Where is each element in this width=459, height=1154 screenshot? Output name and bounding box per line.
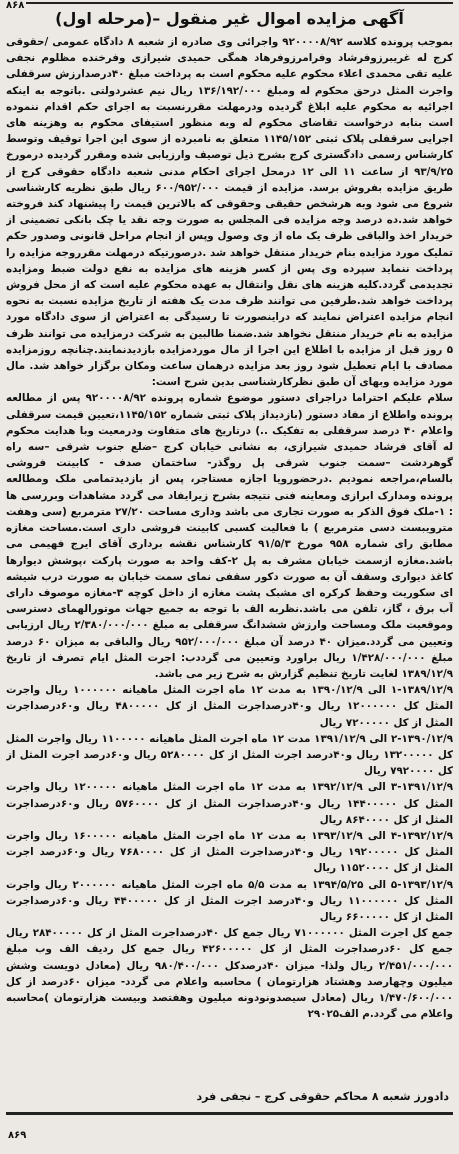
notice-closing: جمع کل اجرت المثل ۷۱۰۰۰۰۰۰ ریال جمع کل ۴۰درصداجرت المثل از کل ۲۸۴۰۰۰۰۰ ریال جمع کل ۶۰درصداجرت المثل از کل ۴۲۶۰۰۰۰۰ ریال جمع کل ردیف الف وب مبلغ ۲/۴۵۱/۰۰۰/۰۰۰ ریال ولذا- میزان ۴۰درصدکل ۹۸۰/۴۰۰/۰۰۰ ریال (معادل دویست وشش میلیون وچهارصد وهشتاد هزارتومان ) محاسبه واعلام می گردد- میزان ۶۰درصد از کل ۱/۴۷۰/۶۰۰/۰۰۰ ریال (معادل سیصدونودونه میلیون وهفتصد وبیست هزارتومان )محاسبه واعلام می گردد.م الف۲۹۰۲۵ [6, 927, 453, 1021]
rent-item: ۱-۱۳۸۹/۱۲/۹ الی ۱۳۹۰/۱۲/۹ به مدت ۱۲ ماه اجرت المثل ماهیانه ۱۰۰۰۰۰۰ ریال واجرت المثل کل ۱۲۰۰۰۰۰۰ ریال و۴۰درصداجرت المثل از کل ۴۸۰۰۰۰۰ ریال و۶۰درصداجرت المثل از کل ۷۲۰۰۰۰۰ ریال [6, 684, 453, 729]
top-rule [26, 2, 453, 4]
bottom-rule [6, 1112, 453, 1115]
notice-paragraph-expert-report: سلام علیکم احتراما دراجرای دستور موضوع شماره پرونده ۹۲۰۰۰۰۸/۹۲ پس از مطالعه پرونده واطلاع از مفاد دستور (بازدیداز پلاک ثبتی شماره ۱۱۴۵/۱۵۲،تعیین قیمت سرقفلی واعلام ۴۰ درصد سرقفلی به تفکیک ..) درتاریخ های متفاوت ودرمعیت وبا هدایت محکوم له آقای فرشاد حمیدی شیرازی، به نشانی خیابان کرج –ضلع جنوب شرقی –سه راه گوهردشت –سمت جنوب شرقی پل روگذر- ساختمان صدف - کابینت فروشی بالسام،مراجعه نمودیم .درحضورویا اجازه مستاجر، پس از بازدیدتمامی ملک ومطالعه پرونده ومدارک ابرازی ومعاینه فنی نتیجه بشرح زیرایفاد می گردد مشاهدات وبررسی ها : ۱-ملک فوق الذکر به صورت تجاری می باشد وداری مساحت ۲۷/۲۰ مترمربع (سی وهفت مترویبست دسی مترمربع ) با فعالیت کسبی کابینت فروشی داری است.مساحت مغازه مطابق رای شماره ۹۵۸ مورخ ۹۱/۵/۳ کارشناس نقشه برداری آقای ایرج فهیمی می باشد.مغازه ازسمت خیابان مشرف به پل ۲-کف واحد به صورت پارکت ،پوشش دیوارها کاغذ دیواری وسقف آن به صورت دکور سقفی نمای سمت خیابان به صورت درب شیشه ای سکوریت وحفظ کرکره ای مشبک پشت مغازه از داخل کوچه ۳-مغازه موصوف دارای آب برق ، گاز، تلفن می باشد.نظربه الف با توجه به جمیع جهات موتورالهمای دسترسی وموقعیت ملک ومساحت وارزش ششدانگ سرقفلی به مبلغ ۲/۳۸۰/۰۰۰/۰۰۰ ریال ارزیابی وتعیین می گردد.میزان ۴۰ درصد آن مبلغ ۹۵۲/۰۰۰/۰۰۰ ریال والباقی به میزان ۶۰ درصد مبلغ ۱/۴۲۸/۰۰۰/۰۰۰ ریال براورد وتعیین می گرددب: اجرت المثل ایام تصرف از تاریخ ۱۳۸۹/۱۲/۹ لغایت تاریخ تنظیم گزارش به شرح زیر می باشد. [6, 392, 453, 680]
notice-body [6, 34, 453, 1086]
clipping-top-number: ۸۶۸ [6, 0, 25, 11]
clipping-bottom-number: ۸۶۹ [8, 1130, 27, 1141]
rent-item: ۲-۱۳۹۰/۱۲/۹ الی ۱۳۹۱/۱۲/۹ مدت ۱۲ ماه اجرت المثل ماهیانه ۱۱۰۰۰۰۰ ریال واجرت المثل کل ۱۳۲۰۰۰۰۰ ریال و۴۰درصد اجرت المثل از کل ۵۲۸۰۰۰۰ ریال و۶۰درصد اجرت المثل از کل ۷۹۲۰۰۰۰ ریال [6, 732, 453, 778]
rent-item: ۵-۱۳۹۳/۱۲/۹ الی ۱۳۹۴/۵/۲۵ به مدت ۵/۵ ماه اجرت المثل ماهیانه ۲۰۰۰۰۰۰ ریال واجرت المثل کل ۱۱۰۰۰۰۰۰ ریال و۴۰درصد اجرت المثل از کل ۴۴۰۰۰۰۰ ریال و۶۰درصداجرت المثل از کل ۶۶۰۰۰۰۰ ریال [6, 878, 453, 923]
notice-title: آگهی مزایده اموال غیر منقول –(مرحله اول) [55, 9, 404, 28]
notice-paragraph-auction-terms: بموجب پرونده کلاسه ۹۲۰۰۰۰۸/۹۲ واجرائی وی صادره از شعبه ۸ دادگاه عمومی /حقوقی کرج له غریبرزوفرشاد وفرامرزوفرهاد همگی حمیدی شیرازی وفرخنده مظلوم نجفی علیه تقی محمدی اعلاء محکوم علیه محکوم است به پرداخت مبلغ ۴۰درصدارزش سرقفلی واجرت المثل درحق محکوم له ومبلغ ۱۳۶/۱۹۲/۰۰۰ ریال نیم عشردولتی .باتوجه به اینکه اجرائیه به محکوم علیه ابلاغ گردیده ودرمهلت مقررنسبت به اجرای حکم اقدام ننموده است بنابه درخواست تقاضای محکوم له وبه منظور استیفای محکوم به وهزینه های اجرایی سرقفلی پلاک ثبتی ۱۱۴۵/۱۵۲ متعلق به نامبرده از سوی این اجرا توقیف وتوسط کارشناس رسمی دادگستری کرج بشرح ذیل توصیف وارزیابی شده ومقرر گردیده درمورخ ۹۳/۹/۲۵ از ساعت ۱۱ الی ۱۲ درمحل اجرای احکام مدنی شعبه دادگاه حقوقی کرج از طریق مزایده بفروش برسد. مزایده از قیمت ۶۰۰/۹۵۲/۰۰۰ ریال طبق نظریه کارشناسی شروع می شود وبه هرشخص حقیقی وحقوقی که بالاترین قیمت را پیشنهاد کند فروخته خواهد شد.ده درصد وجه مزایده فی المجلس به صورت وجه نقد یا چک بانکی تضمینی از خریدار اخذ والباقی ظرف یک ماه از وی وصول وپس از انجام مراحل قانونی وصدور حکم تملیک مورد مزایده بنام خریدار منتقل خواهد شد .درصورتیکه درمهلت مقرروجه مزایده را پرداخت ننماید سپرده وی پس از کسر هزینه های مزایده به نفع دولت ضبط ومزایده تجدیدمی گردد.کلیه هزینه های نقل وانتقال به عهده محکوم علیه است که از محل فروش پرداخت خواهد شد.طرفین می توانند ظرف مدت یک هفته از تاریخ مزایده نسبت به نحوه انجام مزایده اعتراض نمایند که دراینصورت تا رسیدگی به اعتراض از سوی دادگاه مورد مزایده به نام خریدار منتقل نخواهد شد.ضمنا طالبین به شرکت درمزایده می توانند ظرف ۵ روز قبل از مزایده با اطلاع این اجرا از مال موردمزایده بازدیدنمایند.چنانچه روزمزایده مصادف با ایام تعطیل شود روز بعد مزایده درهمان ساعت ومکان برگزار خواهد شد. مال مورد مزایده وبهای آن طبق نظرکارشناسی بدین شرح است: [6, 36, 453, 389]
rent-item: ۴-۱۳۹۲/۱۲/۹ الی ۱۳۹۳/۱۲/۹ به مدت ۱۲ ماه اجرت المثل ماهیانه ۱۶۰۰۰۰۰ ریال واجرت المثل کل ۱۹۲۰۰۰۰۰ ریال و۴۰درصداجرت المثل از کل ۷۶۸۰۰۰۰ ریال و۶۰درصد اجرت المثل از کل ۱۱۵۲۰۰۰۰ ریال [6, 829, 453, 875]
rent-item: ۳-۱۳۹۱/۱۲/۹ الی ۱۳۹۲/۱۲/۹ به مدت ۱۲ ماه اجرت المثل ماهیانه ۱۲۰۰۰۰۰ ریال واجرت المثل کل ۱۴۴۰۰۰۰۰ ریال و۴۰درصداجرت المثل از کل ۵۷۶۰۰۰۰ ریال و۶۰درصداجرت المثل از کل ۸۶۴۰۰۰۰ ریال [6, 781, 453, 826]
notice-signature: دادورز شعبه ۸ محاکم حقوقی کرج – نجفی فرد [196, 1090, 449, 1103]
